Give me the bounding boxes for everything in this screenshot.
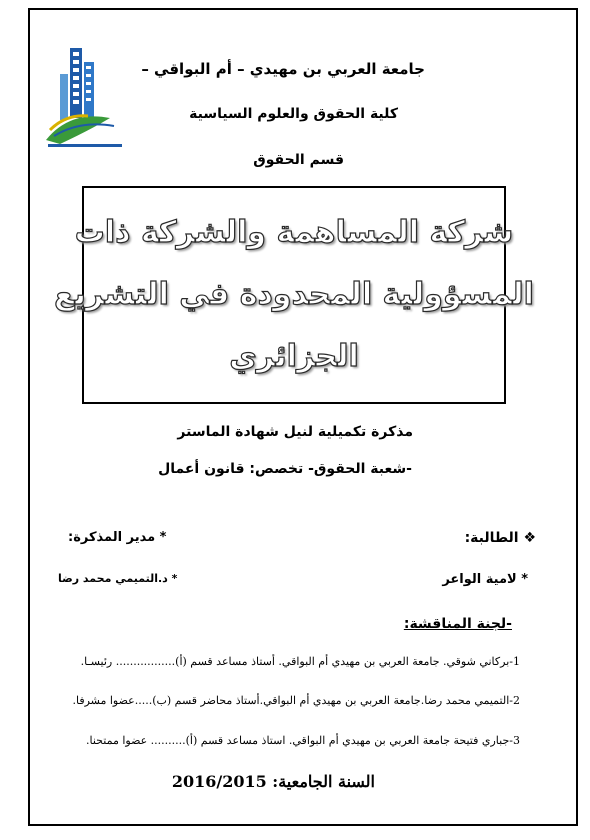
thesis-title-box (54, 186, 534, 404)
academic-year-value: 2016/2015 (171, 772, 267, 791)
supervisor-label: * مدير المذكرة: (68, 530, 167, 545)
committee-member-3: 3-جباري فتيحة جامعة العربي بن مهيدي أم البواقي. استاذ مساعد قسم (أ).......... عضوا ممتحنا. (86, 734, 520, 747)
university-name: جامعة العربي بن مهيدي – أم البواقي – (141, 60, 425, 78)
memo-purpose: مذكرة تكميلية لنيل شهادة الماستر (177, 424, 413, 440)
department-name: قسم الحقوق (253, 152, 344, 168)
committee-label: -لجنة المناقشة: (403, 616, 512, 632)
supervisor-name: * د.التميمي محمد رضا (58, 572, 178, 585)
student-label: ❖ الطالبة: (464, 530, 536, 546)
faculty-name: كلية الحقوق والعلوم السياسية (189, 106, 398, 122)
academic-year-label: السنة الجامعية: (272, 772, 375, 791)
thesis-title-line-2: المسؤولية المحدودة في التشريع (54, 277, 534, 312)
committee-member-1: 1-بركاني شوقي. جامعة العربي بن مهيدي أم البواقي. أستاذ مساعد قسم (أ)................. رئيسـا. (80, 655, 520, 668)
university-logo-icon (40, 44, 130, 154)
thesis-title-line-3: الجزائري (229, 339, 359, 374)
memo-branch: -شعبة الحقوق- تخصص: قانون أعمال (158, 461, 412, 477)
student-name: * لامية الواعر (442, 572, 528, 587)
academic-year (172, 772, 375, 791)
committee-member-2: 2-التميمي محمد رضا.جامعة العربي بن مهيدي أم البواقي.أستاذ محاضر قسم (ب).....عضوا مشرفا. (72, 694, 520, 707)
thesis-title-line-1: شركة المساهمة والشركة ذات (74, 215, 514, 250)
